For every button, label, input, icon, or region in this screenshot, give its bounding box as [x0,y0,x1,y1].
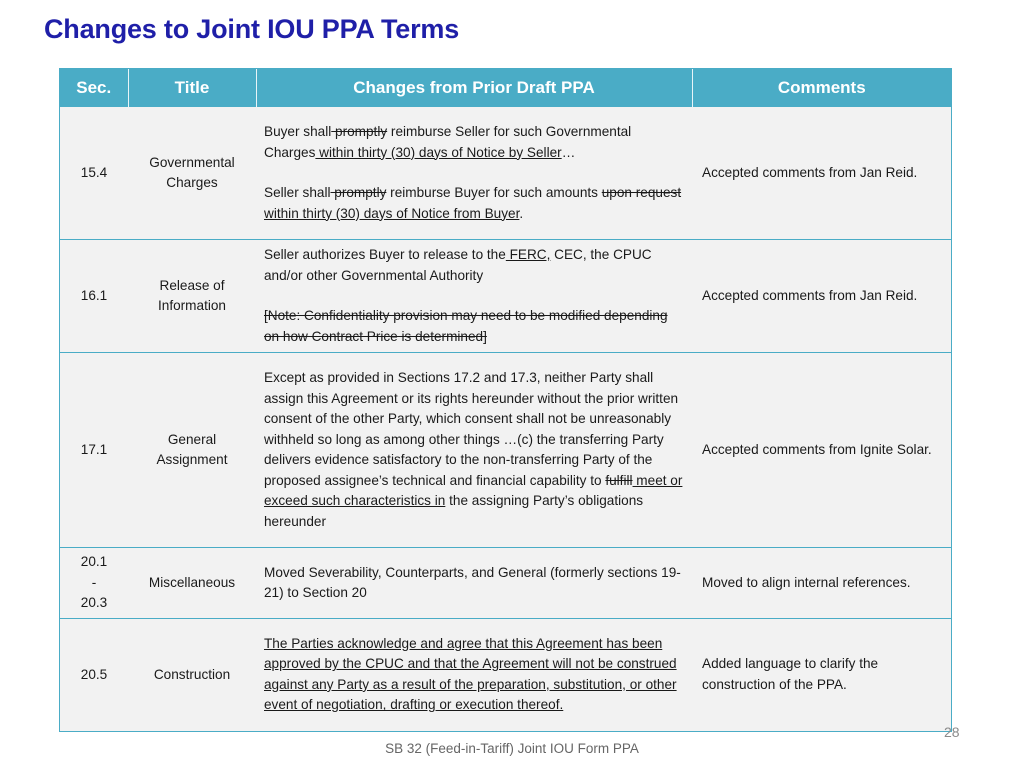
cell-title: General Assignment [128,353,256,548]
cell-comments: Accepted comments from Ignite Solar. [692,353,951,548]
deleted-text: upon request [601,185,682,200]
ppa-changes-table [59,68,952,732]
cell-sec: 15.4 [60,107,128,240]
table-header-row [60,69,951,107]
cell-sec: 20.5 [60,619,128,731]
table-row [60,353,951,548]
table-row [60,107,951,240]
cell-changes [256,107,692,240]
header-title: Title [128,69,256,107]
table-row [60,548,951,619]
slide-footer: SB 32 (Feed-in-Tariff) Joint IOU Form PPA [385,741,639,756]
cell-changes [256,240,692,353]
change-paragraph [264,183,684,224]
sec-dash: - [91,574,97,590]
inserted-text: FERC, [505,247,551,262]
deleted-text: promptly [331,124,388,139]
cell-changes [256,619,692,731]
deleted-text: [Note: Confidentiality provision may need to be modified depending on how Contract Price is determined] [264,308,668,344]
page-number: 28 [944,724,960,740]
cell-sec: 16.1 [60,240,128,353]
inserted-text: The Parties acknowledge and agree that this Agreement has been approved by the CPUC and that the Agreement will not be construed against any Party as a result of the preparation, substitution, or other event of negotiation, drafting or execution thereof. [264,635,677,713]
deleted-text: promptly [330,185,387,200]
inserted-text: within thirty (30) days of Notice by Seller [315,144,562,160]
cell-changes: Moved Severability, Counterparts, and General (formerly sections 19-21) to Section 20 [256,548,692,619]
change-text: . [519,205,524,221]
inserted-text: meet or exceed such characteristics in [264,472,683,508]
change-text: Buyer shall [264,124,332,139]
change-text: Except as provided in Sections 17.2 and 17.3, neither Party shall assign this Agreement or its rights hereunder without the prior written consent of the other Party, which consent shall not be unreasonably withheld so long as among other things …(c) the transferring Party delivers evidence satisfactory to the non-transferring Party of the proposed assignee’s technical and financial capability to [264,370,679,488]
cell-sec [60,548,128,619]
change-text: the assigning Party’s obligations hereunder [264,493,644,529]
deleted-text: fulfill [605,472,633,488]
cell-comments: Accepted comments from Jan Reid. [692,107,951,240]
change-text: reimburse Buyer for such amounts [386,185,602,200]
inserted-text: within thirty (30) days of Notice from Buyer [264,205,520,221]
cell-comments: Added language to clarify the construction of the PPA. [692,619,951,731]
change-text: Seller authorizes Buyer to release to the [264,247,506,262]
slide-title: Changes to Joint IOU PPA Terms [44,14,460,44]
table-row [60,619,951,731]
change-text: reimburse Seller for such Governmental Charges [264,124,632,160]
change-text: … [561,144,576,160]
cell-sec: 17.1 [60,353,128,548]
table-row [60,240,951,353]
cell-changes [256,353,692,548]
sec-start: 20.1 [80,554,108,570]
cell-title: Miscellaneous [128,548,256,619]
header-sec: Sec. [60,69,128,107]
change-paragraph [264,245,684,286]
change-paragraph [264,122,684,163]
cell-title: Construction [128,619,256,731]
cell-title: Release of Information [128,240,256,353]
cell-title: Governmental Charges [128,107,256,240]
cell-comments: Accepted comments from Jan Reid. [692,240,951,353]
sec-end: 20.3 [80,595,108,611]
header-comments: Comments [692,69,951,107]
header-changes: Changes from Prior Draft PPA [256,69,692,107]
change-paragraph [264,368,684,532]
change-text: Seller shall [264,185,331,200]
cell-comments: Moved to align internal references. [692,548,951,619]
change-text: CEC, the CPUC and/or other Governmental Authority [264,247,652,283]
